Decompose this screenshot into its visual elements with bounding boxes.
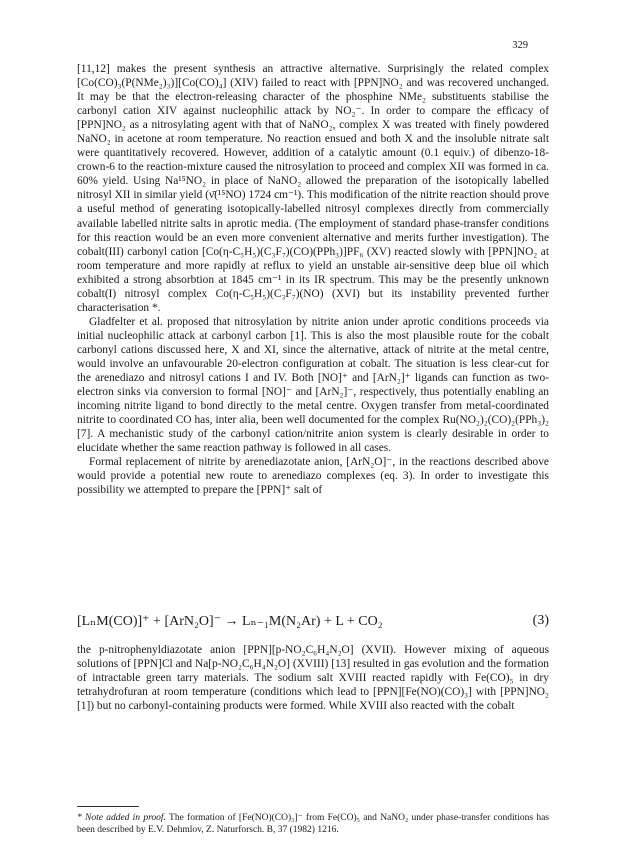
footnote [77, 812, 549, 836]
body-text [77, 62, 549, 497]
paragraph-3: Formal replacement of nitrite by arenediazotate anion, [ArN₂O]⁻, in the reactions described above would provide a potential new route to arenediazo complexes (eq. 3). In order to investigate this possibility we attempted to prepare the [PPN]⁺ salt of [77, 456, 549, 497]
equation-text: [LₙM(CO)]⁺ + [ArN₂O]⁻ → Lₙ₋₁M(N₂Ar) + L + CO₂ [77, 614, 383, 629]
equation-3 [77, 613, 549, 630]
paragraph-4: the p-nitrophenyldiazotate anion [PPN][p-NO₂C₆H₄N₂O] (XVII). However mixing of aqueous solutions of [PPN]Cl and Na[p-NO₂C₆H₄N₂O] (XVIII) [13] resulted in gas evolution and the formation of intractable green tarry materials. The sodium salt XVIII reacted rapidly with Fe(CO)₅ in dry tetrahydrofuran at room temperature (conditions which lead to [PPN][Fe(NO)(CO)₃] with [PPN]NO₂ [1]) but no carbonyl-containing products were formed. While XVIII also reacted with the cobalt [77, 644, 549, 713]
footnote-label: * Note added in proof. [77, 813, 166, 823]
footnote-text: The formation of [Fe(NO)(CO)₃]⁻ from Fe(CO)₅ and NaNO₂ under phase-transfer conditions has been described by E.V. Dehmlov, Z. Naturforsch. B, 37 (1982) 1216. [77, 813, 549, 835]
page-number: 329 [512, 40, 528, 51]
equation-number: (3) [532, 613, 549, 628]
paragraph-1: [11,12] makes the present synthesis an attractive alternative. Surprisingly the related complex [Co(CO)₃(P(NMe₂)₃)][Co(CO)₄] (XIV) failed to react with [PPN]NO₂ and was recovered unchanged. It may be that the electron-releasing character of the phosphine NMe₂ substituents stabilise the carbonyl cation XIV against nucleophilic attack by NO₂⁻. In order to compare the efficacy of [PPN]NO₂ as a nitrosylating agent with that of NaNO₂, complex X was treated with finely powdered NaNO₂ in acetone at room temperature. No reaction ensued and both X and the insoluble nitrate salt were quantitatively recovered. However, addition of a catalytic amount (0.1 equiv.) of dibenzo-18-crown-6 to the reaction-mixture caused the nitrosylation to proceed and complex XII was formed in ca. 60% yield. Using Na¹⁵NO₂ in place of NaNO₂ allowed the preparation of the isotopically labelled nitrosyl XII in similar yield (ν̄(¹⁵NO) 1724 cm⁻¹). This modification of the nitrite reaction should prove a useful method of generating isotopically-labelled nitrosyl complexes directly from commercially available labelled nitrite salts in aprotic media. (The employment of standard phase-transfer conditions for this reaction would be an even more convenient alternative and merits further investigation). The cobalt(III) carbonyl cation [Co(η-C₅H₅)(C₃F₇)(CO)(PPh₃)]PF₆ (XV) reacted slowly with [PPN]NO₂ at room temperature and more rapidly at reflux to yield an unstable air-sensitive deep blue oil which exhibited a strong absorbtion at 1845 cm⁻¹ in its IR spectrum. This may be the presently unknown cobalt(I) nitrosyl complex Co(η-C₅H₅)(C₃F₇)(NO) (XVI) but its instability prevented further characterisation *. [77, 63, 549, 314]
paragraph-2: Gladfelter et al. proposed that nitrosylation by nitrite anion under aprotic conditions proceeds via initial nucleophilic attack at carbonyl carbon [1]. This is also the most plausible route for the cobalt carbonyl cations discussed here, X and XI, since the alternative, attack of nitrite at the metal centre, would involve an unfavourable 20-electron configuration at cobalt. The situation is less clear-cut for the arenediazo and nitrosyl cations I and IV. Both [NO]⁺ and [ArN₂]⁺ ligands can function as two-electron sinks via conversion to formal [NO]⁻ and [ArN₂]⁻, respectively, thus potentially enabling an incoming nitrite ligand to bond directly to the metal centre. Oxygen transfer from metal-coordinated nitrite to coordinated CO has, inter alia, been well documented for the complex Ru(NO₂)₂(CO)₂(PPh₃)₂ [7]. A mechanistic study of the carbonyl cation/nitrite anion system is clearly desirable in order to elucidate whether the same reaction pathway is followed in all cases. [77, 315, 549, 455]
footnote-divider [77, 806, 139, 807]
